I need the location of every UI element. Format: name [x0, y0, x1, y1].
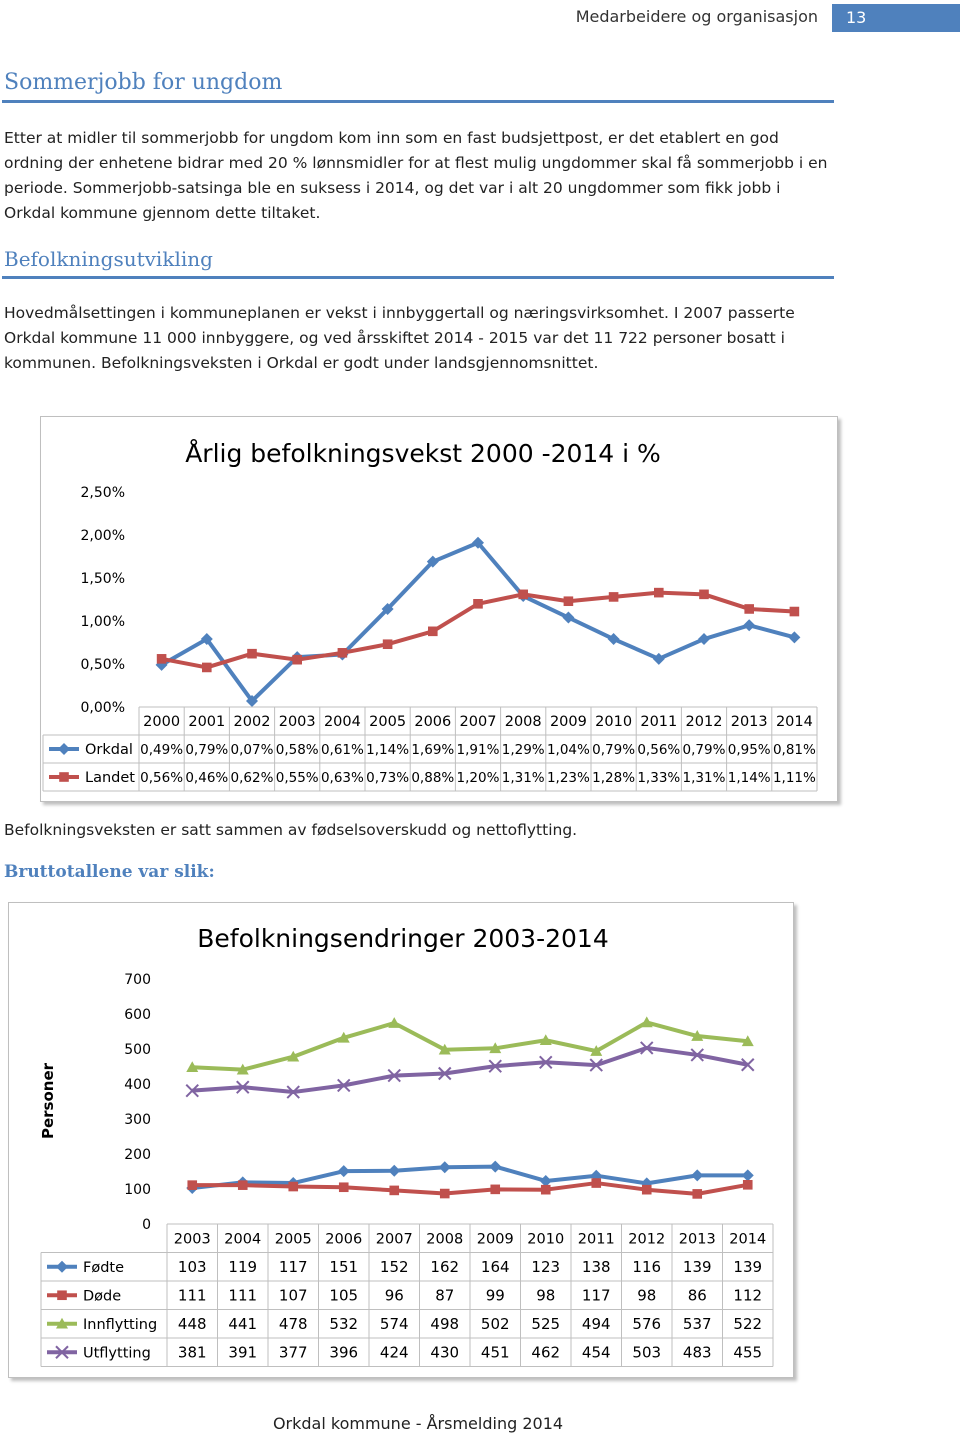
- data-label: 1,69%: [411, 742, 455, 758]
- data-label: 574: [379, 1314, 409, 1333]
- subheading-brutto: Bruttotallene var slik:: [4, 862, 215, 882]
- data-label: 525: [531, 1314, 561, 1333]
- data-label: 532: [329, 1314, 359, 1333]
- y-tick-label: 1,50%: [80, 571, 125, 587]
- page-footer: Orkdal kommune - Årsmelding 2014: [272, 1414, 564, 1433]
- data-label: 0,56%: [637, 742, 681, 758]
- y-tick-label: 200: [124, 1147, 151, 1163]
- x-tick-label: 2004: [323, 714, 361, 730]
- data-label: 0,81%: [772, 742, 816, 758]
- data-label: 87: [435, 1286, 455, 1305]
- chart-title: Årlig befolkningsvekst 2000 -2014 i %: [185, 439, 661, 468]
- x-tick-label: 2013: [678, 1231, 716, 1248]
- legend-label: Orkdal: [85, 742, 133, 758]
- data-point: [440, 1189, 450, 1199]
- data-label: 462: [531, 1343, 561, 1362]
- data-point: [383, 639, 393, 649]
- data-label: 164: [480, 1257, 510, 1276]
- legend-label: Landet: [85, 770, 135, 786]
- data-label: 483: [682, 1343, 712, 1362]
- data-label: 139: [682, 1257, 712, 1276]
- data-label: 494: [581, 1314, 611, 1333]
- data-point: [691, 1169, 703, 1181]
- data-label: 123: [531, 1257, 561, 1276]
- data-point: [642, 1185, 652, 1195]
- y-tick-label: 300: [124, 1112, 151, 1128]
- data-label: 454: [581, 1343, 611, 1362]
- data-label: 1,91%: [456, 742, 500, 758]
- x-tick-label: 2008: [504, 714, 542, 730]
- y-tick-label: 0: [142, 1217, 151, 1233]
- data-point: [389, 1186, 399, 1196]
- y-tick-label: 600: [124, 1007, 151, 1023]
- data-point: [338, 648, 348, 658]
- data-label: 1,28%: [592, 770, 636, 786]
- data-label: 424: [379, 1343, 409, 1362]
- data-point: [247, 649, 257, 659]
- data-label: 111: [228, 1286, 258, 1305]
- legend-marker: [58, 743, 70, 755]
- data-label: 1,29%: [501, 742, 545, 758]
- data-label: 498: [430, 1314, 460, 1333]
- data-label: 0,95%: [727, 742, 771, 758]
- data-label: 478: [278, 1314, 308, 1333]
- x-tick-label: 2008: [426, 1231, 464, 1248]
- heading-rule: [2, 100, 834, 103]
- data-label: 0,58%: [275, 742, 319, 758]
- series-line-3: [192, 1048, 748, 1092]
- data-label: 448: [177, 1314, 207, 1333]
- x-tick-label: 2013: [730, 714, 768, 730]
- data-label: 1,04%: [546, 742, 590, 758]
- x-tick-label: 2004: [224, 1231, 262, 1248]
- page-number: 13: [832, 4, 960, 32]
- legend-label: Utflytting: [83, 1345, 151, 1362]
- data-point: [564, 596, 574, 606]
- data-label: 0,46%: [185, 770, 229, 786]
- data-point: [473, 599, 483, 609]
- data-point: [339, 1182, 349, 1192]
- data-label: 1,11%: [772, 770, 816, 786]
- x-tick-label: 2005: [369, 714, 407, 730]
- data-label: 107: [278, 1286, 308, 1305]
- data-label: 441: [228, 1314, 258, 1333]
- data-label: 381: [177, 1343, 207, 1362]
- data-label: 103: [177, 1257, 207, 1276]
- data-point: [518, 590, 528, 600]
- data-label: 162: [430, 1257, 460, 1276]
- x-tick-label: 2011: [640, 714, 678, 730]
- data-label: 377: [278, 1343, 308, 1362]
- paragraph-after-chart: Befolkningsveksten er satt sammen av fødselsoverskudd og nettoflytting.: [4, 821, 578, 839]
- data-point: [692, 1189, 702, 1199]
- data-point: [428, 627, 438, 637]
- y-tick-label: 2,50%: [80, 485, 125, 501]
- x-tick-label: 2012: [685, 714, 723, 730]
- x-tick-label: 2002: [233, 714, 271, 730]
- heading-rule: [2, 276, 834, 279]
- data-label: 99: [485, 1286, 505, 1305]
- x-tick-label: 2014: [729, 1231, 767, 1248]
- data-label: 1,31%: [501, 770, 545, 786]
- series-line-1: [192, 1183, 748, 1194]
- x-tick-label: 2014: [775, 714, 813, 730]
- data-label: 522: [733, 1314, 763, 1333]
- heading-sommerjobb: Sommerjobb for ungdom: [4, 70, 283, 95]
- data-point: [609, 592, 619, 602]
- y-tick-label: 400: [124, 1077, 151, 1093]
- data-label: 0,07%: [230, 742, 274, 758]
- data-label: 503: [632, 1343, 662, 1362]
- data-label: 0,63%: [320, 770, 364, 786]
- x-tick-label: 2007: [459, 714, 497, 730]
- y-tick-label: 0,00%: [80, 700, 125, 716]
- series-line-0: [162, 543, 795, 701]
- data-label: 0,49%: [140, 742, 184, 758]
- data-point: [790, 607, 800, 617]
- y-tick-label: 100: [124, 1182, 151, 1198]
- data-label: 96: [384, 1286, 404, 1305]
- legend-marker: [56, 1261, 68, 1273]
- x-tick-label: 2007: [375, 1231, 413, 1248]
- data-point: [591, 1178, 601, 1188]
- data-point: [238, 1180, 248, 1190]
- data-label: 1,14%: [727, 770, 771, 786]
- data-label: 111: [177, 1286, 207, 1305]
- data-label: 138: [581, 1257, 611, 1276]
- data-point: [744, 604, 754, 614]
- y-tick-label: 2,00%: [80, 528, 125, 544]
- chart-changes-box: [8, 902, 794, 1378]
- data-label: 105: [329, 1286, 359, 1305]
- data-label: 98: [536, 1286, 556, 1305]
- data-label: 151: [329, 1257, 359, 1276]
- data-label: 1,31%: [682, 770, 726, 786]
- data-label: 0,79%: [185, 742, 229, 758]
- x-tick-label: 2009: [549, 714, 587, 730]
- data-point: [388, 1165, 400, 1177]
- data-label: 119: [228, 1257, 258, 1276]
- legend-label: Fødte: [83, 1259, 125, 1276]
- y-axis-label: Personer: [39, 1062, 57, 1140]
- data-label: 0,88%: [411, 770, 455, 786]
- y-tick-label: 500: [124, 1042, 151, 1058]
- chart-changes: [9, 903, 793, 1377]
- data-label: 0,62%: [230, 770, 274, 786]
- data-point: [654, 588, 664, 598]
- data-point: [788, 631, 800, 643]
- x-tick-label: 2005: [274, 1231, 312, 1248]
- x-tick-label: 2003: [278, 714, 316, 730]
- paragraph-befolkning: Hovedmålsettingen i kommuneplanen er vekst i innbyggertall og næringsvirksomhet. I 2007 passerte Orkdal kommune 11 000 innbyggere, og ved årsskiftet 2014 - 2015 var det 11 722 personer bosatt i kommunen. Befolkningsveksten i Orkdal er godt under landsgjennomsnittet.: [4, 304, 795, 372]
- data-label: 451: [480, 1343, 510, 1362]
- heading-befolkning: Befolkningsutvikling: [4, 247, 213, 271]
- data-label: 112: [733, 1286, 763, 1305]
- y-tick-label: 1,00%: [80, 614, 125, 630]
- data-point: [653, 653, 665, 665]
- legend-label: Innflytting: [83, 1316, 158, 1333]
- data-label: 152: [379, 1257, 409, 1276]
- data-label: 0,61%: [320, 742, 364, 758]
- data-label: 1,23%: [546, 770, 590, 786]
- data-point: [489, 1161, 501, 1173]
- x-tick-label: 2003: [173, 1231, 211, 1248]
- data-point: [202, 663, 212, 673]
- data-point: [338, 1165, 350, 1177]
- data-label: 117: [278, 1257, 308, 1276]
- legend-marker: [57, 1290, 67, 1300]
- x-tick-label: 2010: [595, 714, 633, 730]
- x-tick-label: 2011: [577, 1231, 615, 1248]
- data-point: [698, 633, 710, 645]
- x-tick-label: 2006: [325, 1231, 363, 1248]
- data-label: 0,56%: [140, 770, 184, 786]
- legend-label: Døde: [83, 1288, 122, 1305]
- data-label: 139: [733, 1257, 763, 1276]
- data-label: 0,79%: [682, 742, 726, 758]
- data-label: 502: [480, 1314, 510, 1333]
- x-tick-label: 2000: [143, 714, 181, 730]
- data-label: 98: [637, 1286, 657, 1305]
- legend-marker: [59, 772, 69, 782]
- x-tick-label: 2010: [527, 1231, 565, 1248]
- data-label: 455: [733, 1343, 763, 1362]
- data-label: 0,79%: [592, 742, 636, 758]
- data-point: [490, 1185, 500, 1195]
- data-label: 537: [682, 1314, 712, 1333]
- data-label: 396: [329, 1343, 359, 1362]
- data-label: 117: [581, 1286, 611, 1305]
- data-label: 116: [632, 1257, 662, 1276]
- x-tick-label: 2006: [414, 714, 452, 730]
- data-label: 1,33%: [637, 770, 681, 786]
- data-point: [743, 619, 755, 631]
- data-label: 86: [687, 1286, 707, 1305]
- data-label: 1,14%: [366, 742, 410, 758]
- y-tick-label: 0,50%: [80, 657, 125, 673]
- data-point: [157, 654, 167, 664]
- data-point: [292, 655, 302, 665]
- chart-growth-box: [40, 416, 838, 802]
- series-line-2: [192, 1022, 748, 1069]
- x-tick-label: 2009: [476, 1231, 514, 1248]
- chart-title: Befolkningsendringer 2003-2014: [197, 924, 609, 953]
- data-point: [187, 1180, 197, 1190]
- x-tick-label: 2012: [628, 1231, 666, 1248]
- data-point: [439, 1161, 451, 1173]
- running-header: Medarbeidere og organisasjon: [575, 7, 818, 26]
- data-label: 430: [430, 1343, 460, 1362]
- x-tick-label: 2001: [188, 714, 226, 730]
- data-label: 0,73%: [366, 770, 410, 786]
- chart-growth: [41, 417, 837, 801]
- data-label: 391: [228, 1343, 258, 1362]
- data-label: 0,55%: [275, 770, 319, 786]
- y-tick-label: 700: [124, 972, 151, 988]
- data-point: [743, 1180, 753, 1190]
- data-point: [699, 590, 709, 600]
- data-label: 1,20%: [456, 770, 500, 786]
- data-label: 576: [632, 1314, 662, 1333]
- data-point: [541, 1185, 551, 1195]
- data-point: [742, 1169, 754, 1181]
- paragraph-sommerjobb: Etter at midler til sommerjobb for ungdom kom inn som en fast budsjettpost, er det etablert en god ordning der enhetene bidrar med 20 % lønnsmidler for at flest mulig ungdommer skal få sommerjobb i en periode. Sommerjobb-satsinga ble en suksess i 2014, og det var i alt 20 ungdommer som fikk jobb i Orkdal kommune gjennom dette tiltaket.: [4, 129, 828, 222]
- data-point: [288, 1182, 298, 1192]
